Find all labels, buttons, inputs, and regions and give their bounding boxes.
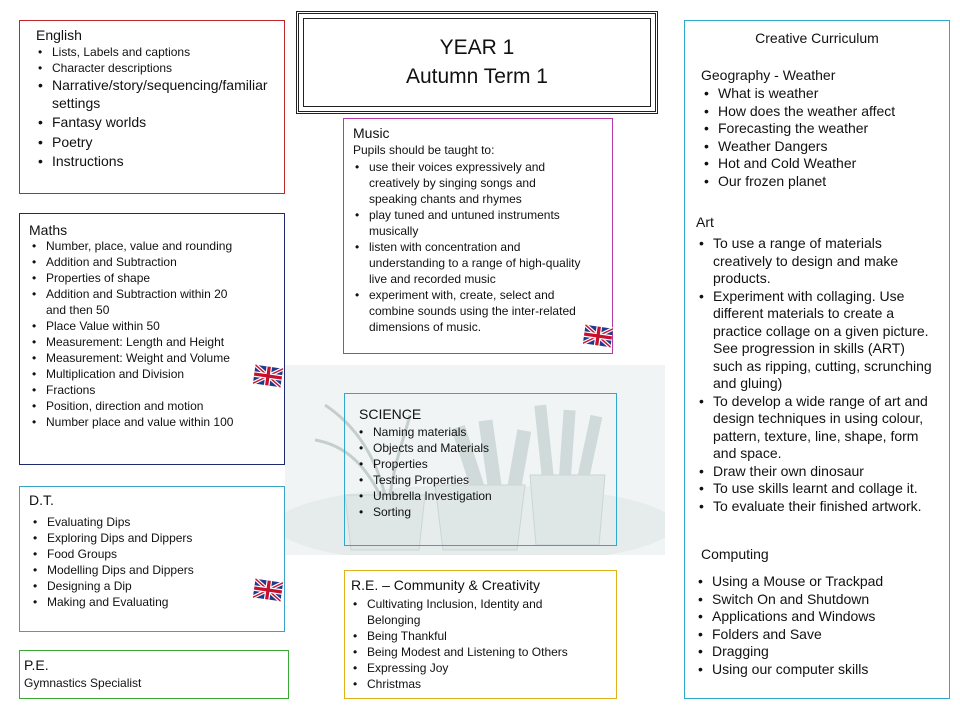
uk-flag-icon <box>253 363 284 389</box>
list-item: • Applications and Windows <box>694 608 934 626</box>
list-item: • Making and Evaluating <box>29 594 259 610</box>
list-item: • Testing Properties <box>355 472 595 488</box>
list-item: • Designing a Dip <box>29 578 259 594</box>
english-large-list <box>34 77 274 171</box>
list-item: • Addition and Subtraction within 20 and then 50 <box>28 286 263 318</box>
re-heading: R.E. – Community & Creativity <box>351 577 541 593</box>
list-item: • Christmas <box>349 676 579 692</box>
list-item: • Modelling Dips and Dippers <box>29 562 259 578</box>
english-box <box>19 20 285 194</box>
list-item: • Number, place, value and rounding <box>28 238 263 254</box>
creative-curriculum-box <box>684 20 950 699</box>
list-item: • Cultivating Inclusion, Identity and Belonging <box>349 596 579 628</box>
list-item: • Number place and value within 100 <box>28 414 263 430</box>
creative-heading: Creative Curriculum <box>755 30 879 46</box>
list-item: • Instructions <box>34 153 274 171</box>
maths-heading: Maths <box>29 222 68 238</box>
dt-heading: D.T. <box>29 492 54 508</box>
list-item: • Forecasting the weather <box>700 120 940 138</box>
list-item: • Addition and Subtraction <box>28 254 263 270</box>
list-item: • Using our computer skills <box>694 661 934 679</box>
science-box <box>344 393 617 546</box>
pe-box <box>19 650 289 699</box>
list-item: • To use a range of materials creatively to design and make products. <box>695 235 935 288</box>
art-list <box>695 235 935 515</box>
list-item: • Naming materials <box>355 424 595 440</box>
pe-text: Gymnastics Specialist <box>24 676 142 690</box>
uk-flag-icon <box>253 577 284 603</box>
maths-list <box>28 238 263 430</box>
list-item: • Switch On and Shutdown <box>694 591 934 609</box>
list-item: • Poetry <box>34 134 274 152</box>
list-item: • listen with concentration and understanding to a range of high-quality live and recorded music <box>351 239 587 287</box>
list-item: • Objects and Materials <box>355 440 595 456</box>
computing-list <box>694 573 934 678</box>
list-item: • Being Modest and Listening to Others <box>349 644 579 660</box>
list-item: • Fantasy worlds <box>34 114 274 132</box>
list-item: • Food Groups <box>29 546 259 562</box>
list-item: • Dragging <box>694 643 934 661</box>
science-heading: SCIENCE <box>359 406 422 422</box>
list-item: • Evaluating Dips <box>29 514 259 530</box>
re-list <box>349 596 579 692</box>
list-item: • Place Value within 50 <box>28 318 263 334</box>
list-item: • How does the weather affect <box>700 103 940 121</box>
list-item: • Character descriptions <box>34 60 274 76</box>
list-item: • To evaluate their finished artwork. <box>695 498 935 516</box>
music-box <box>343 118 613 354</box>
maths-box <box>19 213 285 465</box>
list-item: • Draw their own dinosaur <box>695 463 935 481</box>
list-item: • Position, direction and motion <box>28 398 263 414</box>
list-item: • Sorting <box>355 504 595 520</box>
english-heading: English <box>36 27 82 43</box>
list-item: • Fractions <box>28 382 263 398</box>
computing-heading: Computing <box>701 546 769 562</box>
list-item: • Folders and Save <box>694 626 934 644</box>
list-item: • Multiplication and Division <box>28 366 263 382</box>
list-item: • Being Thankful <box>349 628 579 644</box>
list-item: • Expressing Joy <box>349 660 579 676</box>
list-item: • Exploring Dips and Dippers <box>29 530 259 546</box>
uk-flag-icon <box>583 323 614 349</box>
title-line-1: YEAR 1 <box>439 36 515 59</box>
list-item: • What is weather <box>700 85 940 103</box>
science-list <box>355 424 595 520</box>
title-box <box>296 11 658 114</box>
list-item: • Properties <box>355 456 595 472</box>
dt-list <box>29 514 259 610</box>
list-item: • Hot and Cold Weather <box>700 155 940 173</box>
music-list <box>351 159 587 335</box>
list-item: • Properties of shape <box>28 270 263 286</box>
pe-heading: P.E. <box>24 657 49 673</box>
list-item: • Measurement: Length and Height <box>28 334 263 350</box>
list-item: • Narrative/story/sequencing/familiar settings <box>34 77 274 112</box>
list-item: • Lists, Labels and captions <box>34 44 274 60</box>
list-item: • Experiment with collaging. Use different materials to create a practice collage on a given picture. See progression in skills (ART) such as ripping, cutting, scrunching and gluing) <box>695 288 935 393</box>
list-item: • use their voices expressively and creatively by singing songs and speaking chants and rhymes <box>351 159 587 207</box>
dt-box <box>19 486 285 632</box>
re-box <box>344 570 617 699</box>
list-item: • experiment with, create, select and combine sounds using the inter-related dimensions of music. <box>351 287 587 335</box>
list-item: • play tuned and untuned instruments musically <box>351 207 587 239</box>
list-item: • Umbrella Investigation <box>355 488 595 504</box>
music-intro: Pupils should be taught to: <box>353 143 495 157</box>
list-item: • To develop a wide range of art and design techniques in using colour, pattern, texture, line, shape, form and space. <box>695 393 935 463</box>
title-line-2: Autumn Term 1 <box>405 65 548 88</box>
list-item: • Using a Mouse or Trackpad <box>694 573 934 591</box>
list-item: • To use skills learnt and collage it. <box>695 480 935 498</box>
art-heading: Art <box>696 214 714 230</box>
list-item: • Our frozen planet <box>700 173 940 191</box>
music-heading: Music <box>353 125 390 141</box>
list-item: • Measurement: Weight and Volume <box>28 350 263 366</box>
list-item: • Weather Dangers <box>700 138 940 156</box>
geography-heading: Geography - Weather <box>701 67 836 83</box>
english-small-list <box>34 44 274 76</box>
geography-list <box>700 85 940 190</box>
